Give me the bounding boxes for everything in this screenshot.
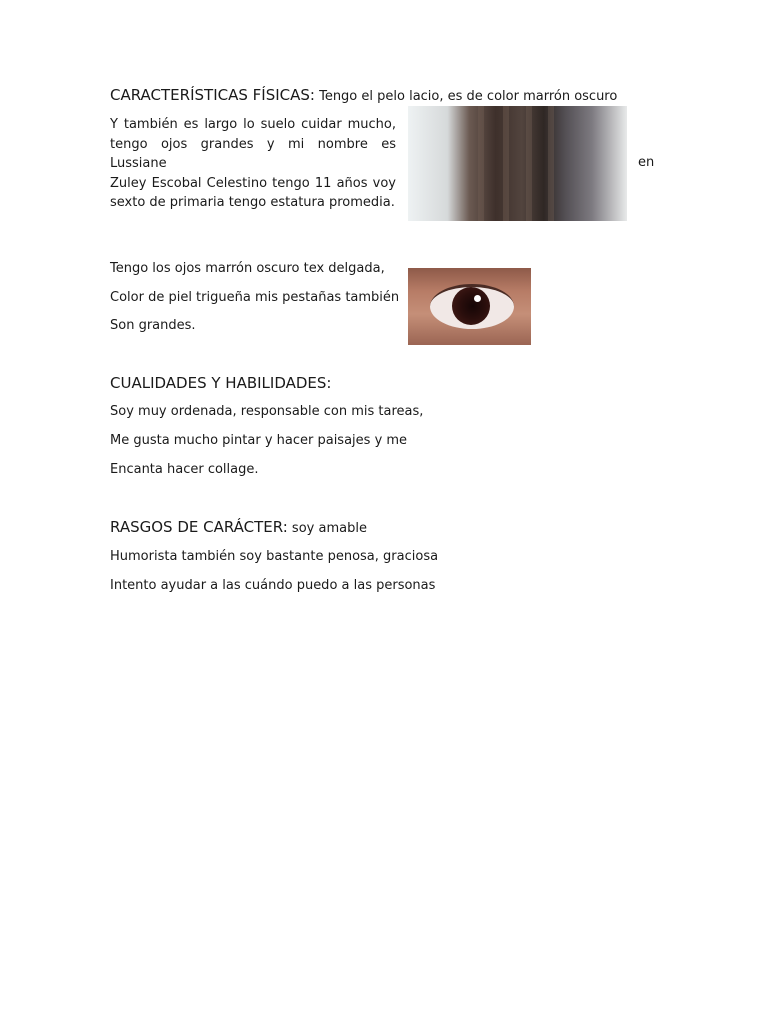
cualidades-line-2: Me gusta mucho pintar y hacer paisajes y me (110, 433, 408, 448)
cualidades-heading: CUALIDADES Y HABILIDADES: (110, 374, 332, 392)
fisicas-wrapped-word: en (638, 155, 655, 170)
fisicas-line-4: sexto de primaria tengo estatura promedia. (110, 195, 395, 210)
fisicas-paragraph (110, 115, 396, 213)
rasgos-heading-rest: soy amable (287, 521, 367, 536)
fisicas-heading-rest: Tengo el pelo lacio, es de color marrón oscuro (314, 89, 618, 104)
fisicas-heading: CARACTERÍSTICAS FÍSICAS: (110, 86, 315, 104)
ojos-line-1: Tengo los ojos marrón oscuro tex delgada, (110, 261, 385, 276)
hair-photo (408, 106, 627, 221)
fisicas-line-1: Y también es largo lo suelo cuidar mucho, (110, 117, 396, 132)
rasgos-heading: RASGOS DE CARÁCTER: (110, 518, 288, 536)
fisicas-line-2: tengo ojos grandes y mi nombre es Lussiane (110, 136, 396, 171)
cualidades-line-1: Soy muy ordenada, responsable con mis tareas, (110, 404, 424, 419)
fisicas-heading-line (110, 87, 617, 105)
fisicas-line-3: Zuley Escobal Celestino tengo 11 años voy (110, 175, 396, 191)
rasgos-line-1: Humorista también soy bastante penosa, graciosa (110, 549, 439, 564)
ojos-line-2: Color de piel trigueña mis pestañas también (110, 290, 400, 305)
eye-photo (408, 268, 531, 345)
rasgos-heading-line (110, 519, 367, 537)
cualidades-line-3: Encanta hacer collage. (110, 462, 259, 477)
ojos-line-3: Son grandes. (110, 318, 196, 333)
rasgos-line-2: Intento ayudar a las cuándo puedo a las personas (110, 578, 436, 593)
